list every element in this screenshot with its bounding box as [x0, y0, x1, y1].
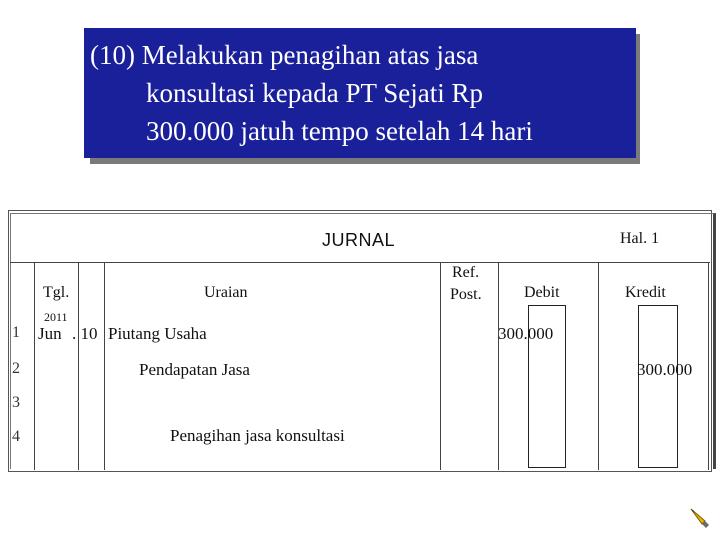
column-line-ref [498, 262, 499, 470]
row-number: 1 [12, 324, 20, 341]
row-2-credit: 300.000 [637, 360, 693, 379]
row-1-description: Piutang Usaha [108, 324, 207, 343]
journal-page: Hal. 1 [620, 230, 660, 247]
column-line-date [78, 262, 79, 470]
header-divider-top [10, 262, 710, 263]
header-debit: Debit [524, 284, 560, 301]
header-date: Tgl. [43, 284, 70, 301]
row-number: 3 [12, 394, 20, 411]
title-line-1: (10) Melakukan penagihan atas jasa [90, 40, 479, 70]
row-number: 4 [12, 428, 20, 445]
pencil-icon [688, 506, 712, 530]
title-banner [84, 28, 636, 158]
row-1-debit: 300.000 [498, 324, 554, 343]
column-line-debit [598, 262, 599, 470]
row-1-day: . 10 [72, 324, 98, 343]
column-line-date2 [104, 262, 105, 470]
row-number: 2 [12, 360, 20, 377]
header-ref-line2: Post. [450, 286, 482, 303]
title-line-3: 300.000 jatuh tempo setelah 14 hari [146, 116, 533, 146]
title-line-2: konsultasi kepada PT Sejati Rp [146, 78, 483, 108]
credit-column [638, 305, 678, 468]
row-4-description: Penagihan jasa konsultasi [170, 426, 345, 445]
column-line-num [34, 262, 35, 470]
column-line-desc [440, 262, 441, 470]
column-line-credit [708, 262, 709, 470]
row-1-month: Jun [38, 324, 62, 343]
header-description: Uraian [204, 284, 248, 301]
journal-title: JURNAL [322, 230, 396, 250]
header-ref-line1: Ref. [452, 264, 480, 281]
journal-year: 2011 [44, 310, 68, 324]
row-2-description: Pendapatan Jasa [139, 360, 250, 379]
header-credit: Kredit [625, 284, 666, 301]
